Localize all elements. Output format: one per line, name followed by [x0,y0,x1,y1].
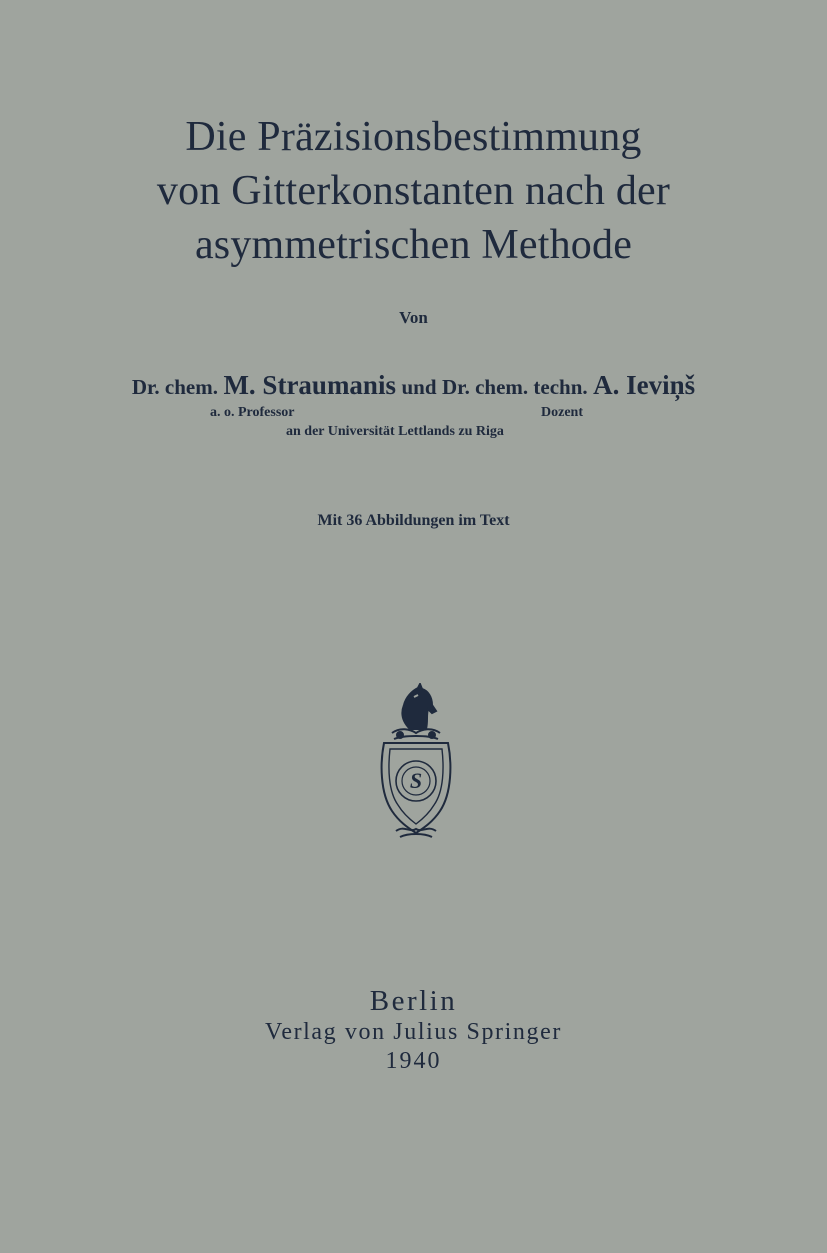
publisher-name: Verlag von Julius Springer [265,1019,562,1045]
author1-role: a. o. Professor [210,405,295,420]
title-line-1: Die Präzisionsbestimmung [185,114,642,160]
publication-year: 1940 [385,1048,442,1074]
emblem-monogram: S [409,768,423,793]
book-title [0,110,827,272]
affiliation: an der Universität Lettlands zu Riga [286,424,504,439]
author1-prefix: Dr. chem. [131,375,218,399]
publisher-city: Berlin [369,985,458,1017]
authors-line [0,370,827,401]
author2-prefix: Dr. chem. techn. [442,375,588,399]
author2-role: Dozent [541,405,583,420]
byline: Von [399,308,428,327]
title-line-3: asymmetrischen Methode [194,222,633,268]
figures-note: Mit 36 Abbildungen im Text [317,512,510,529]
author2-name: A. Ieviņš [593,370,696,400]
conjunction: und [401,375,437,399]
author1-name: M. Straumanis [223,370,396,400]
springer-horse-emblem-icon [370,683,462,841]
title-line-2: von Gitterkonstanten nach der [156,168,671,214]
